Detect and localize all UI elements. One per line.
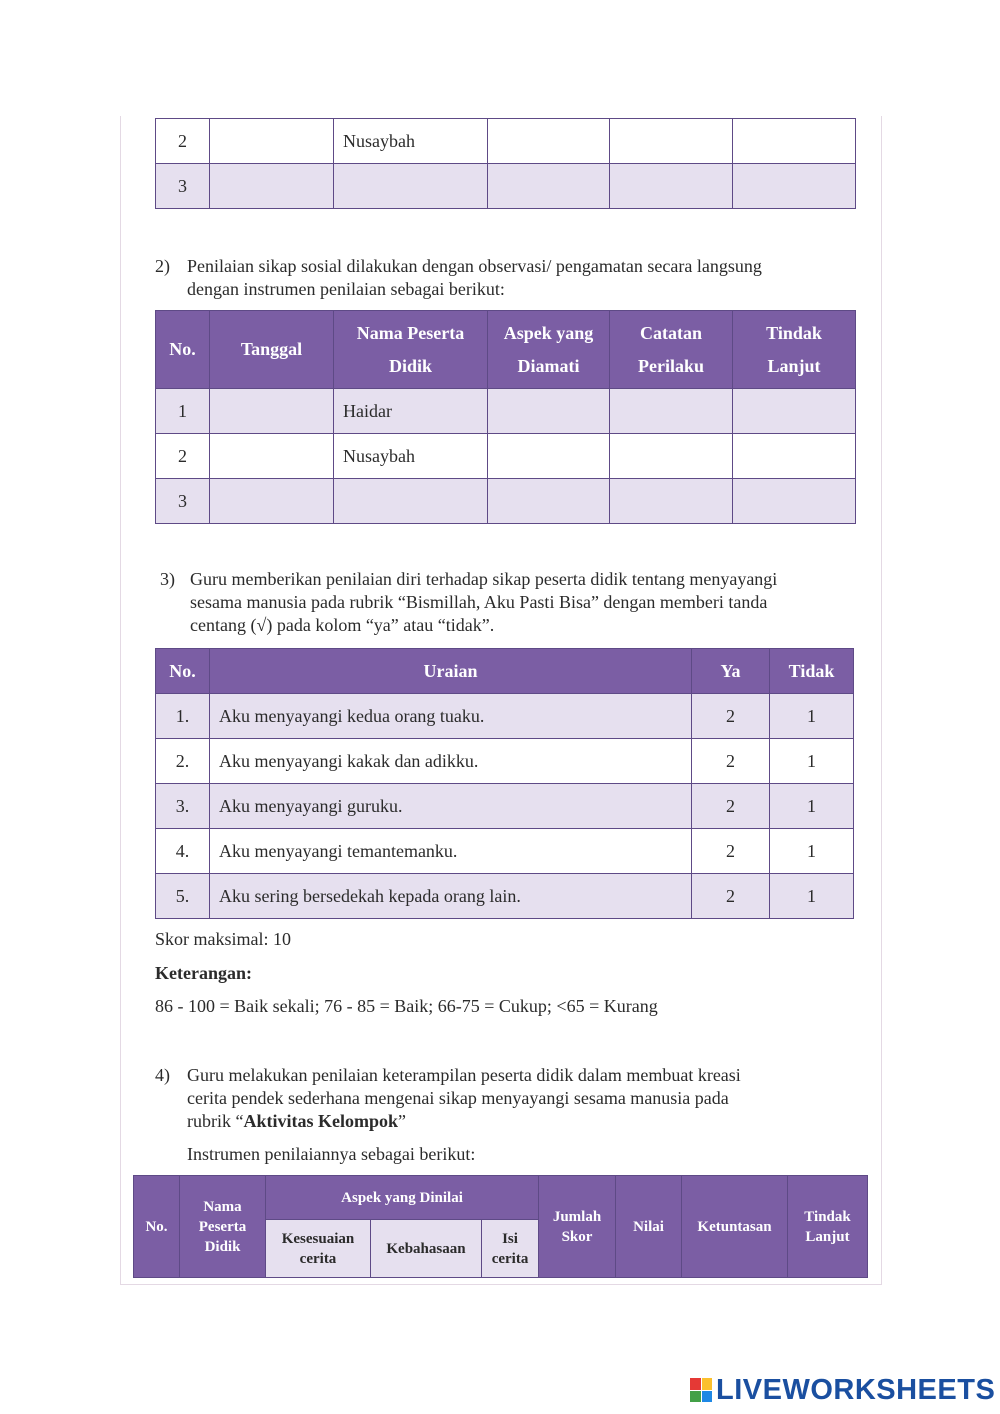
section-4-paragraph	[155, 1064, 855, 1169]
table-row	[156, 119, 856, 164]
statement: Aku menyayangi kedua orang tuaku.	[210, 694, 692, 739]
header-line: Aspek yang	[503, 322, 594, 343]
student-name	[334, 164, 488, 209]
table-header	[156, 311, 856, 389]
ya-answer[interactable]: 2	[692, 829, 770, 874]
header-aspek-dinilai: Aspek yang Dinilai	[266, 1176, 539, 1220]
ya-answer[interactable]: 2	[692, 874, 770, 919]
header-line: cerita	[299, 1250, 337, 1267]
cell[interactable]	[733, 434, 856, 479]
student-name	[334, 479, 488, 524]
logo-square	[690, 1391, 701, 1403]
header-line: Nama	[203, 1198, 242, 1215]
table-row	[156, 434, 856, 479]
statement: Aku menyayangi guruku.	[210, 784, 692, 829]
header-tanggal: Tanggal	[210, 311, 334, 389]
paragraph-line: Guru memberikan penilaian diri terhadap sikap peserta didik tentang menyayangi	[190, 569, 778, 589]
table-sikap-spiritual-continued	[155, 118, 856, 209]
cell[interactable]	[610, 389, 733, 434]
header-aspek	[488, 311, 610, 389]
header-no: No.	[134, 1176, 180, 1278]
row-number: 2	[156, 434, 210, 479]
liveworksheets-logo	[690, 1373, 995, 1407]
date-cell[interactable]	[210, 119, 334, 164]
header-tindak	[733, 311, 856, 389]
header-uraian: Uraian	[210, 649, 692, 694]
header-line: cerita	[491, 1250, 529, 1267]
row-number: 5.	[156, 874, 210, 919]
skor-maksimal: Skor maksimal: 10	[155, 929, 291, 949]
tidak-answer[interactable]: 1	[770, 694, 854, 739]
tidak-answer[interactable]: 1	[770, 784, 854, 829]
ya-answer[interactable]: 2	[692, 784, 770, 829]
logo-square	[690, 1378, 701, 1390]
cell[interactable]	[610, 164, 733, 209]
row-number: 2.	[156, 739, 210, 784]
table-row	[156, 829, 854, 874]
section-number: 3)	[160, 569, 175, 589]
keterangan-label: Keterangan:	[155, 963, 252, 983]
header-line: Peserta	[198, 1218, 247, 1235]
header-line: Perilaku	[638, 355, 704, 376]
logo-square	[702, 1391, 713, 1403]
cell[interactable]	[488, 434, 610, 479]
row-number: 3.	[156, 784, 210, 829]
paragraph-line	[187, 1110, 406, 1133]
row-number: 2	[156, 119, 210, 164]
paragraph-line: Guru melakukan penilaian keterampilan peserta didik dalam membuat kreasi	[187, 1065, 741, 1085]
keterangan-text: 86 - 100 = Baik sekali; 76 - 85 = Baik; 66-75 = Cukup; <65 = Kurang	[155, 996, 658, 1016]
section-number: 4)	[155, 1065, 170, 1085]
date-cell[interactable]	[210, 479, 334, 524]
table-header	[156, 649, 854, 694]
cell[interactable]	[733, 479, 856, 524]
cell[interactable]	[488, 389, 610, 434]
date-cell[interactable]	[210, 164, 334, 209]
instrumen-text: Instrumen penilaiannya sebagai berikut:	[187, 1144, 476, 1164]
header-tidak: Tidak	[770, 649, 854, 694]
cell[interactable]	[488, 479, 610, 524]
cell[interactable]	[733, 119, 856, 164]
tidak-answer[interactable]: 1	[770, 874, 854, 919]
cell[interactable]	[610, 434, 733, 479]
header-kebahasaan: Kebahasaan	[371, 1220, 482, 1278]
header-nama	[334, 311, 488, 389]
header-line: Didik	[204, 1238, 241, 1255]
table-sikap-sosial	[155, 310, 856, 524]
header-line: Lanjut	[767, 355, 821, 376]
statement: Aku sering bersedekah kepada orang lain.	[210, 874, 692, 919]
table-keterampilan	[133, 1175, 868, 1278]
table-row	[156, 479, 856, 524]
header-isi-cerita	[482, 1220, 539, 1278]
cell[interactable]	[488, 119, 610, 164]
liveworksheets-text: LIVEWORKSHEETS	[716, 1373, 996, 1406]
rubrik-suffix: ”	[398, 1111, 406, 1131]
header-nilai: Nilai	[616, 1176, 682, 1278]
statement: Aku menyayangi temantemanku.	[210, 829, 692, 874]
row-number: 1.	[156, 694, 210, 739]
header-catatan	[610, 311, 733, 389]
header-line: Jumlah	[552, 1208, 602, 1225]
table-penilaian-diri	[155, 648, 854, 919]
ya-answer[interactable]: 2	[692, 739, 770, 784]
header-line: Kesesuaian	[281, 1230, 355, 1247]
header-line: Tindak	[766, 322, 822, 343]
rubrik-prefix: rubrik “	[187, 1111, 244, 1131]
header-ya: Ya	[692, 649, 770, 694]
table-row	[156, 694, 854, 739]
header-line: Catatan	[640, 322, 702, 343]
cell[interactable]	[610, 119, 733, 164]
header-line: Diamati	[517, 355, 580, 376]
table-row	[156, 164, 856, 209]
student-name: Nusaybah	[334, 434, 488, 479]
header-line: Isi	[502, 1230, 518, 1247]
section-number: 2)	[155, 256, 170, 276]
section-3-paragraph	[160, 568, 855, 638]
table-row	[156, 389, 856, 434]
paragraph-line: centang (√) pada kolom “ya” atau “tidak”.	[190, 615, 495, 635]
logo-square	[702, 1378, 713, 1390]
liveworksheets-icon	[690, 1378, 712, 1402]
header-jumlah-skor	[539, 1176, 616, 1278]
header-line: Tindak	[804, 1208, 851, 1225]
rubrik-name: Aktivitas Kelompok	[243, 1111, 398, 1131]
date-cell[interactable]	[210, 389, 334, 434]
header-no: No.	[156, 311, 210, 389]
paragraph-line: cerita pendek sederhana mengenai sikap menyayangi sesama manusia pada	[187, 1088, 729, 1108]
header-ketuntasan: Ketuntasan	[682, 1176, 788, 1278]
paragraph-line: sesama manusia pada rubrik “Bismillah, Aku Pasti Bisa” dengan memberi tanda	[190, 592, 768, 612]
row-number: 3	[156, 479, 210, 524]
row-number: 4.	[156, 829, 210, 874]
table-row	[156, 739, 854, 784]
header-no: No.	[156, 649, 210, 694]
cell[interactable]	[733, 389, 856, 434]
header-kesesuaian	[266, 1220, 371, 1278]
header-line: Lanjut	[805, 1228, 850, 1245]
student-name: Haidar	[334, 389, 488, 434]
header-line: Nama Peserta	[356, 322, 465, 343]
header-line: Skor	[561, 1228, 593, 1245]
date-cell[interactable]	[210, 434, 334, 479]
cell[interactable]	[610, 479, 733, 524]
paragraph-line: Penilaian sikap sosial dilakukan dengan observasi/ pengamatan secara langsung	[187, 256, 762, 276]
row-number: 3	[156, 164, 210, 209]
row-number: 1	[156, 389, 210, 434]
cell[interactable]	[488, 164, 610, 209]
header-line: Didik	[388, 355, 433, 376]
student-name: Nusaybah	[334, 119, 488, 164]
table-header	[134, 1176, 868, 1220]
statement: Aku menyayangi kakak dan adikku.	[210, 739, 692, 784]
table-row	[156, 784, 854, 829]
header-tindak-lanjut	[788, 1176, 868, 1278]
header-nama	[180, 1176, 266, 1278]
paragraph-line: dengan instrumen penilaian sebagai berikut:	[187, 279, 505, 299]
ya-answer[interactable]: 2	[692, 694, 770, 739]
table-row	[156, 874, 854, 919]
tidak-answer[interactable]: 1	[770, 739, 854, 784]
cell[interactable]	[733, 164, 856, 209]
section-2-paragraph	[155, 255, 855, 303]
tidak-answer[interactable]: 1	[770, 829, 854, 874]
